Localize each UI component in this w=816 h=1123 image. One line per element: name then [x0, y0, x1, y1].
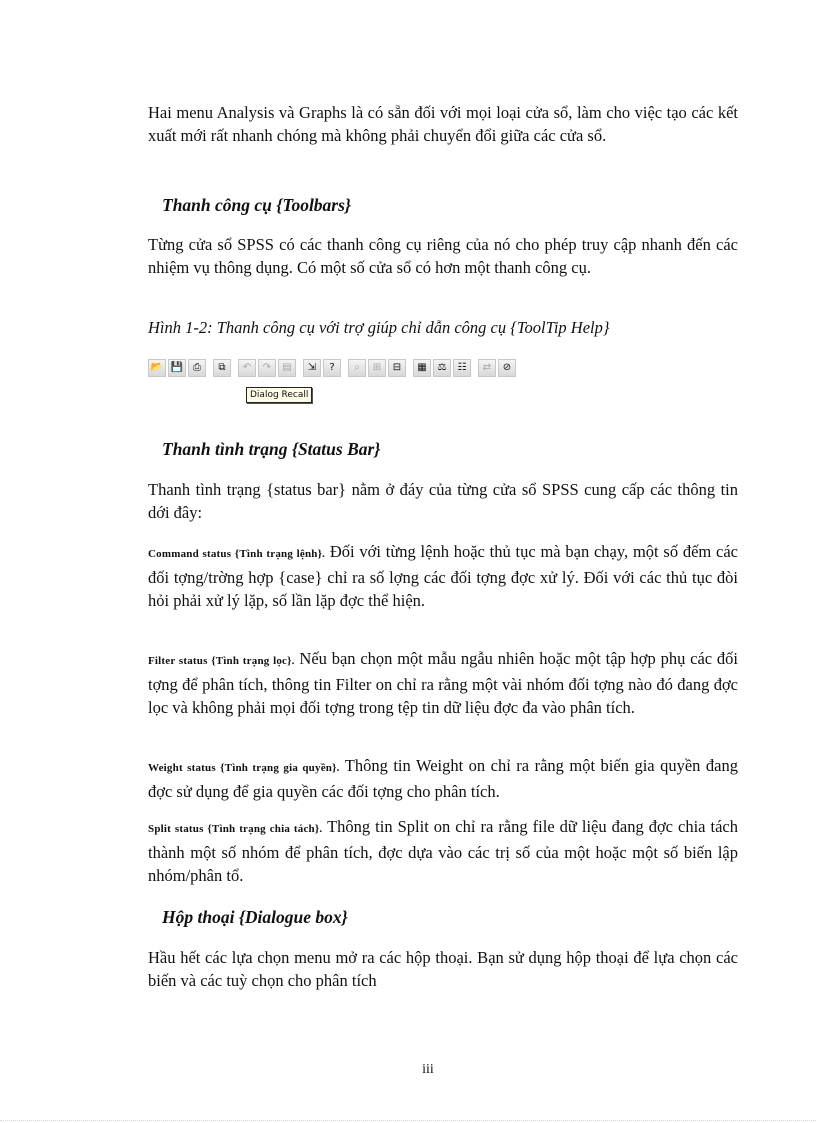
dialogue-box-heading: Hộp thoại {Dialogue box} [162, 907, 348, 927]
intro-block [148, 101, 738, 147]
filter-status-term: Filter status {Tình trạng lọc}. [148, 655, 295, 667]
command-status-term: Command status {Tình trạng lệnh}. [148, 548, 326, 560]
insert-variable-icon[interactable]: ⊟ [388, 359, 406, 377]
insert-case-icon[interactable]: ⊞ [368, 359, 386, 377]
status-bar-heading: Thanh tình trạng {Status Bar} [162, 439, 381, 459]
undo-icon[interactable]: ↶ [238, 359, 256, 377]
redo-icon[interactable]: ↷ [258, 359, 276, 377]
open-icon[interactable]: 📂 [148, 359, 166, 377]
split-status-text: Thông tin Split on chỉ ra rằng file dữ liệu đang đợc chia tách thành một số nhóm để phân tích, đợc dựa vào các trị số của một hoặc một số biến lập nhóm/phân tổ. [148, 817, 738, 885]
goto-chart-icon[interactable]: ▤ [278, 359, 296, 377]
page-number: iii [422, 1062, 434, 1077]
print-icon[interactable]: ⎙ [188, 359, 206, 377]
split-file-icon[interactable]: ▦ [413, 359, 431, 377]
dialogue-block [148, 946, 738, 992]
command-status-text: Đối với từng lệnh hoặc thủ tục mà bạn chạy, một số đếm các đối tợng/trờng hợp {case} chỉ ra số lợng các đối tợng đợc xử lý. Đối với các thủ tục đòi hỏi phải xử lý lặp, số lần lặp đợc thể hiện. [148, 542, 738, 610]
split-status-paragraph [148, 815, 738, 887]
figure-caption: Hình 1-2: Thanh công cụ với trợ giúp chỉ dẫn công cụ {ToolTip Help} [148, 318, 610, 337]
toolbars-block [148, 233, 738, 279]
goto-case-icon[interactable]: ⇲ [303, 359, 321, 377]
find-icon[interactable]: ⌕ [348, 359, 366, 377]
filter-status-block [148, 647, 738, 719]
split-status-block [148, 815, 738, 887]
use-sets-icon[interactable]: ⊘ [498, 359, 516, 377]
toolbars-paragraph: Từng cửa sổ SPSS có các thanh công cụ riêng của nó cho phép truy cập nhanh đến các nhiệm vụ thông dụng. Có một số cửa sổ có hơn một thanh công cụ. [148, 235, 738, 277]
value-labels-icon[interactable]: ⇄ [478, 359, 496, 377]
page-bottom-rule [0, 1120, 816, 1121]
filter-status-paragraph [148, 647, 738, 719]
variables-icon[interactable]: ? [323, 359, 341, 377]
save-icon[interactable]: 💾 [168, 359, 186, 377]
command-status-paragraph [148, 540, 738, 612]
dialog-recall-icon[interactable]: ⧉ [213, 359, 231, 377]
spss-toolbar [148, 357, 518, 379]
status-block [148, 478, 738, 524]
command-status-block [148, 540, 738, 612]
weight-status-text: Thông tin Weight on chỉ ra rằng một biến gia quyền đang đợc sử dụng để gia quyền các đối tợng cho phân tích. [148, 756, 738, 801]
dialogue-paragraph: Hầu hết các lựa chọn menu mở ra các hộp thoại. Bạn sử dụng hộp thoại để lựa chọn các biến và các tuỳ chọn cho phân tích [148, 948, 738, 990]
weight-status-term: Weight status {Tình trạng gia quyền}. [148, 762, 340, 774]
split-status-term: Split status {Tình trạng chia tách}. [148, 823, 323, 835]
toolbars-heading: Thanh công cụ {Toolbars} [162, 195, 352, 215]
intro-paragraph: Hai menu Analysis và Graphs là có sẵn đối với mọi loại cửa sổ, làm cho việc tạo các kết xuất mới rất nhanh chóng mà không phải chuyển đổi giữa các cửa sổ. [148, 103, 738, 145]
weight-cases-icon[interactable]: ⚖ [433, 359, 451, 377]
weight-status-paragraph [148, 754, 738, 803]
dialog-recall-tooltip: Dialog Recall [246, 387, 312, 403]
status-paragraph: Thanh tình trạng {status bar} nằm ở đáy của từng cửa sổ SPSS cung cấp các thông tin dới đây: [148, 480, 738, 522]
filter-status-text: Nếu bạn chọn một mẫu ngẫu nhiên hoặc một tập hợp phụ các đối tợng để phân tích, thông tin Filter on chỉ ra rằng một vài nhóm đối tợng nào đó đang đợc lọc và không phải mọi đối tợng trong tệp tin dữ liệu đợc đa vào phân tích. [148, 649, 738, 717]
select-cases-icon[interactable]: ☷ [453, 359, 471, 377]
weight-status-block [148, 754, 738, 803]
